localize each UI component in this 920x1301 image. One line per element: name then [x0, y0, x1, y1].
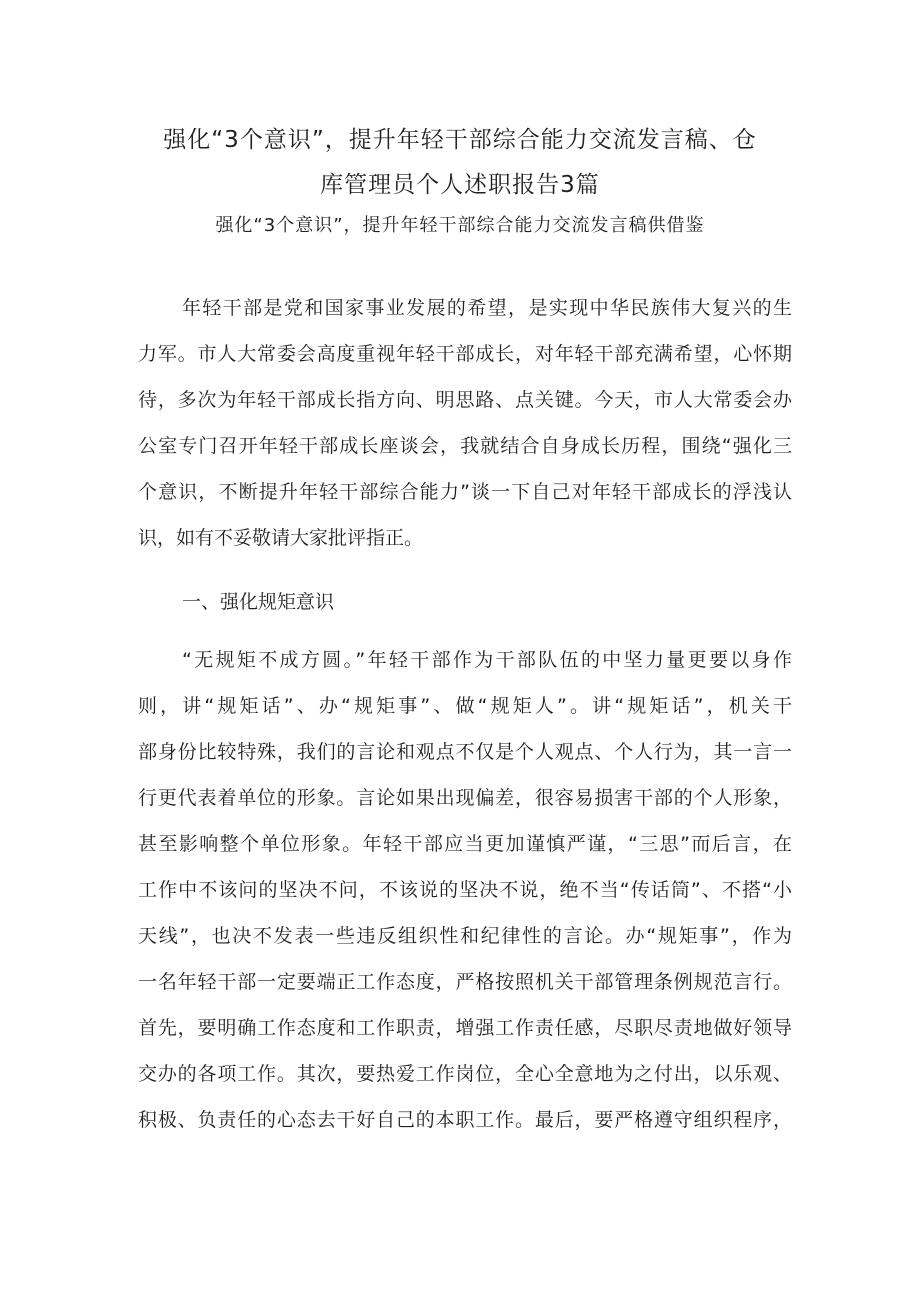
document-subtitle: 强化“3个意识”，提升年轻干部综合能力交流发言稿供借鉴 [215, 215, 705, 236]
paragraph-line: 识，如有不妥敬请大家批评指正。 [138, 527, 424, 549]
paragraph-line: 行更代表着单位的形象。言论如果出现偏差，很容易损害干部的个人形象， [138, 787, 792, 809]
paragraph-line: 甚至影响整个单位形象。年轻干部应当更加谨慎严谨，“三思”而后言，在 [138, 833, 792, 855]
paragraph-line: 力军。市人大常委会高度重视年轻干部成长，对年轻干部充满希望，心怀期 [138, 343, 792, 365]
paragraph-line: 天线”，也决不发表一些违反组织性和纪律性的言论。办“规矩事”，作为 [138, 925, 792, 947]
paragraph-line: “无规矩不成方圆。”年轻干部作为干部队伍的中坚力量更要以身作 [182, 649, 792, 671]
paragraph-line: 工作中不该问的坚决不问，不该说的坚决不说，绝不当“传话筒”、不搭“小 [138, 879, 792, 901]
paragraph-line: 首先，要明确工作态度和工作职责，增强工作责任感，尽职尽责地做好领导 [138, 1017, 792, 1039]
paragraph-line: 一名年轻干部一定要端正工作态度，严格按照机关干部管理条例规范言行。 [138, 971, 792, 993]
paragraph-line: 积极、负责任的心态去干好自己的本职工作。最后，要严格遵守组织程序， [138, 1109, 792, 1131]
document-title-line-1: 强化“3个意识”，提升年轻干部综合能力交流发言稿、仓 [163, 127, 757, 153]
paragraph-line: 年轻干部是党和国家事业发展的希望，是实现中华民族伟大复兴的生 [182, 297, 792, 319]
paragraph-line: 个意识，不断提升年轻干部综合能力”谈一下自己对年轻干部成长的浮浅认 [138, 481, 792, 503]
paragraph-line: 公室专门召开年轻干部成长座谈会，我就结合自身成长历程，围绕“强化三 [138, 435, 792, 457]
paragraph-line: 交办的各项工作。其次，要热爱工作岗位，全心全意地为之付出，以乐观、 [138, 1063, 792, 1085]
paragraph-line: 部身份比较特殊，我们的言论和观点不仅是个人观点、个人行为，其一言一 [138, 741, 792, 763]
paragraph-line: 待，多次为年轻干部成长指方向、明思路、点关键。今天，市人大常委会办 [138, 389, 792, 411]
section-heading: 一、强化规矩意识 [182, 591, 335, 613]
document-title-line-2: 库管理员个人述职报告3篇 [320, 172, 600, 198]
paragraph-line: 则，讲“规矩话”、办“规矩事”、做“规矩人”。讲“规矩话”，机关干 [138, 695, 792, 717]
